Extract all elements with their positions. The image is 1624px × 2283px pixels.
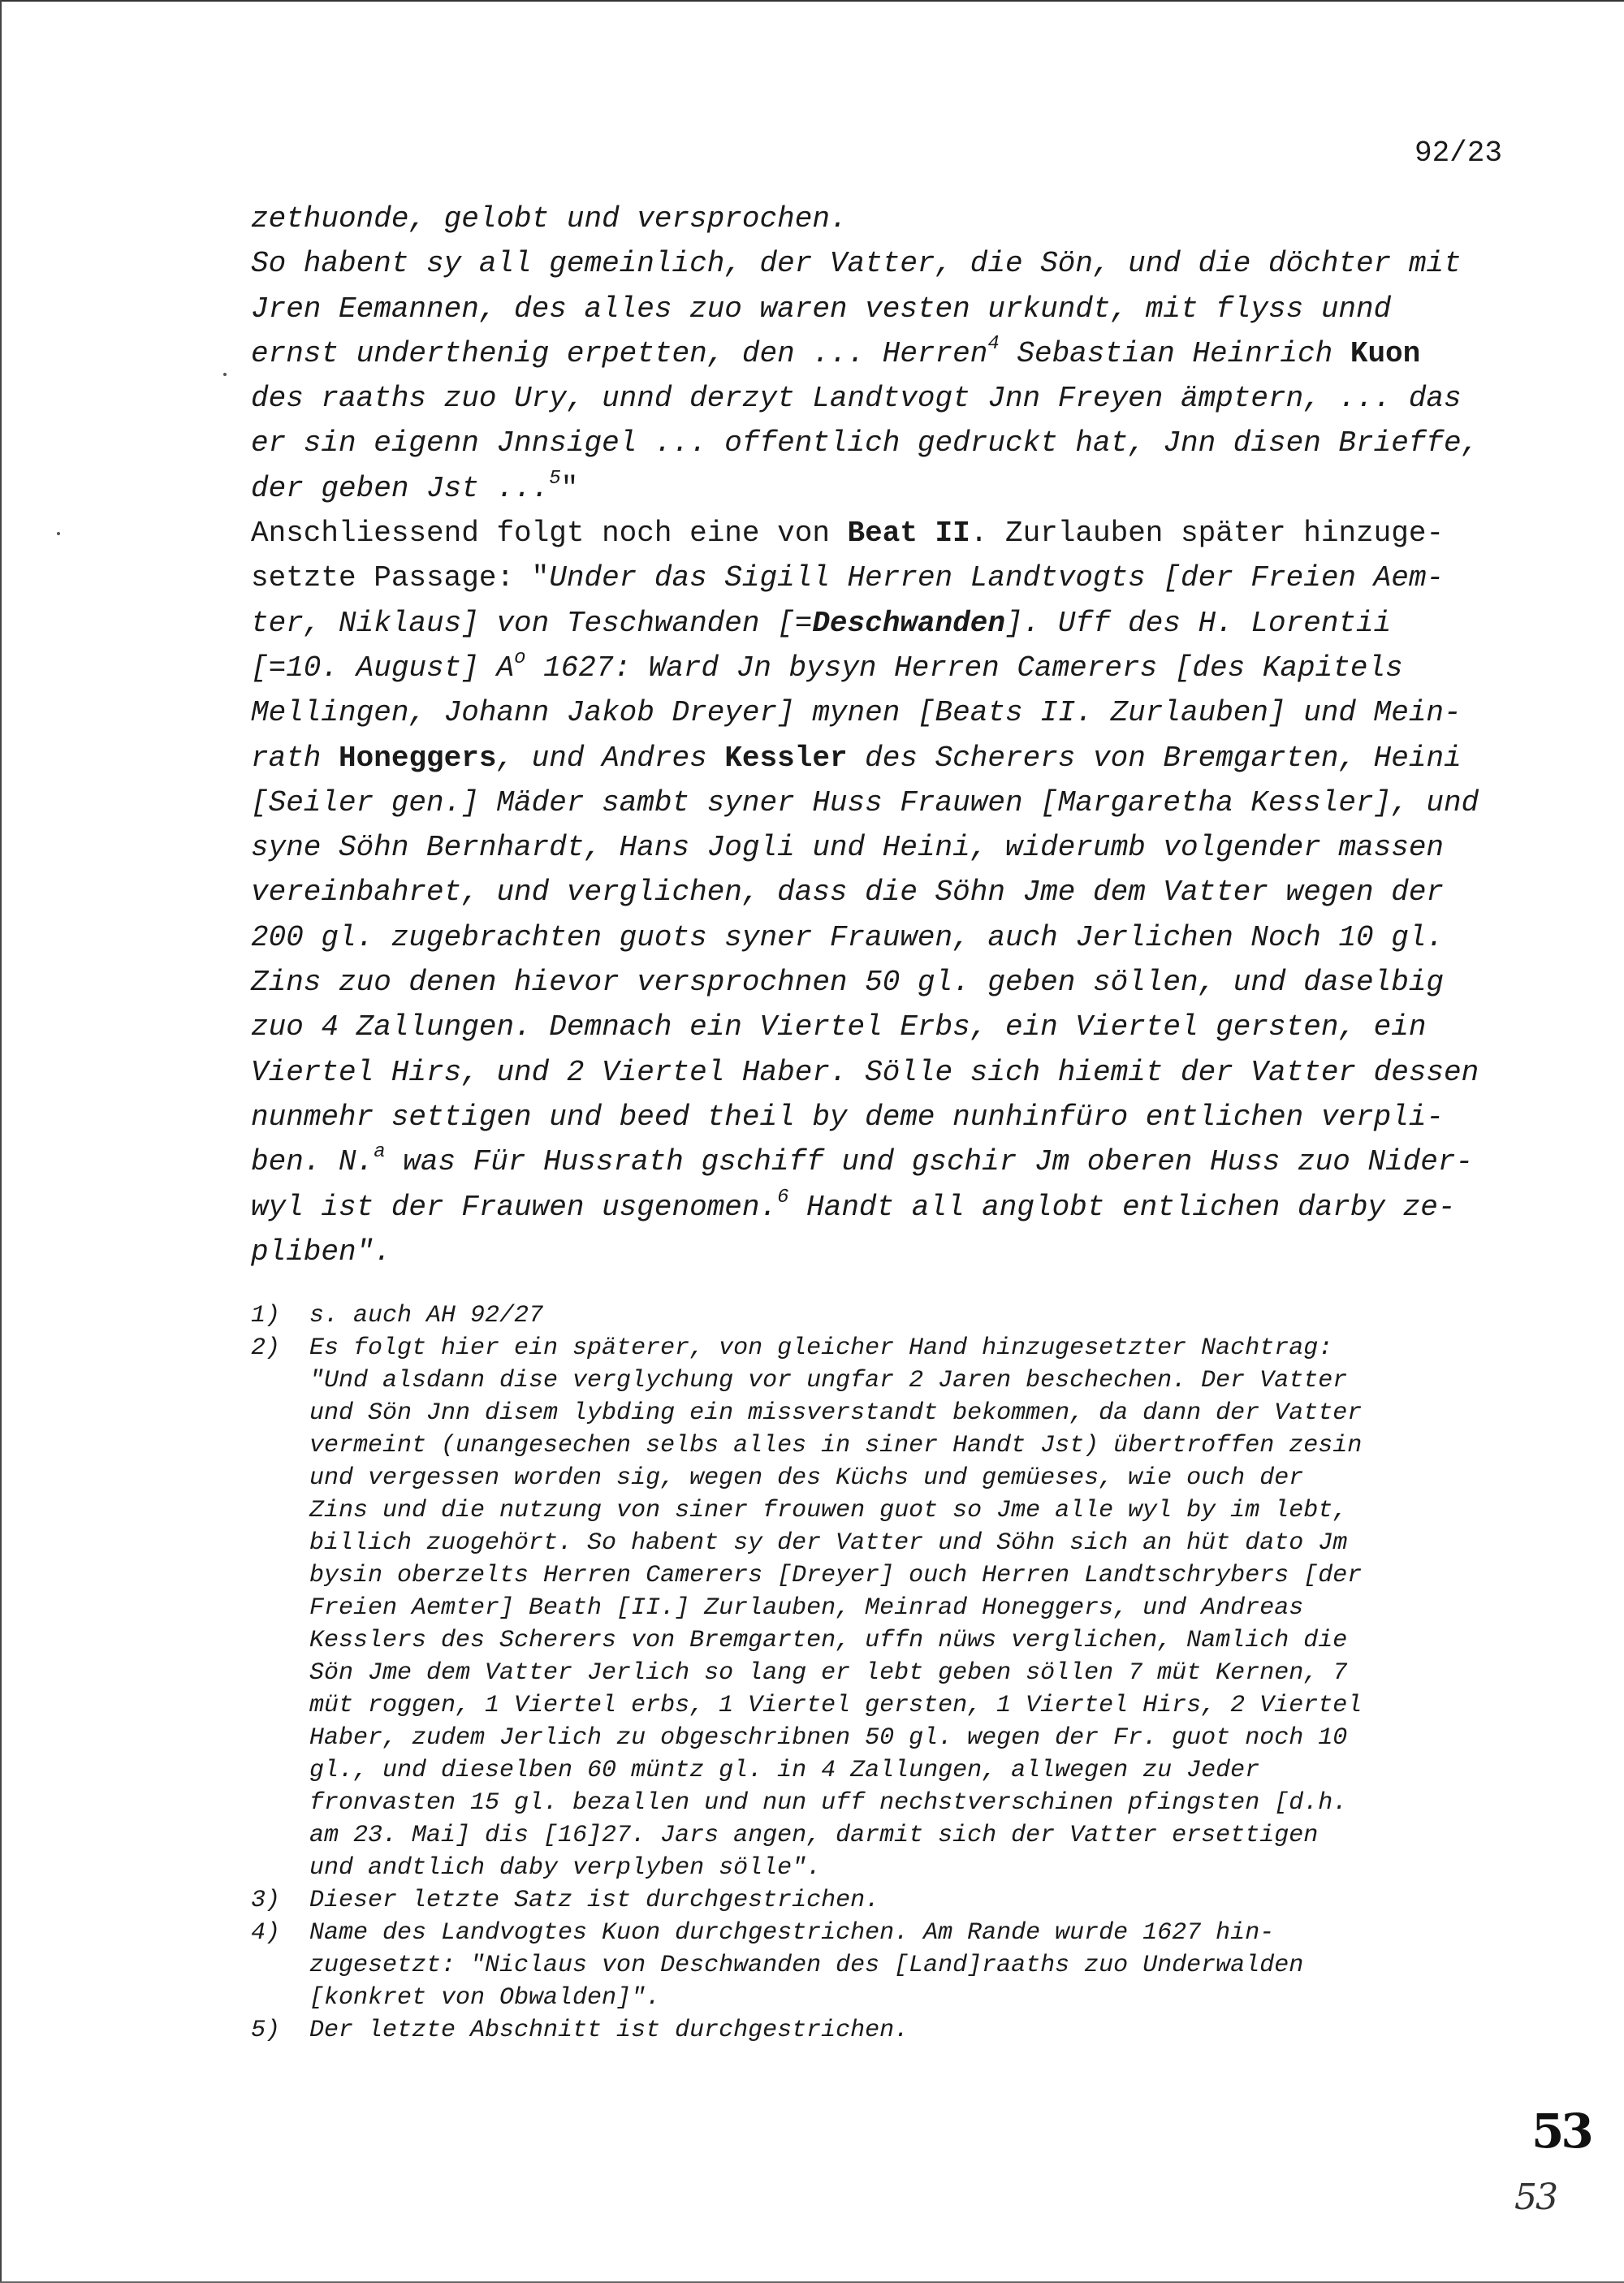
footnote-line: [konkret von Obwalden]". — [309, 1984, 661, 2012]
footnote-line: fronvasten 15 gl. bezallen und nun uff nechstverschinen pfingsten [d.h. — [309, 1789, 1348, 1817]
footnote-line: Es folgt hier ein späterer, von gleicher Hand hinzugesetzter Nachtrag: — [309, 1334, 1333, 1362]
footnote-ref: a — [374, 1141, 386, 1164]
footnote-line: Freien Aemter] Beath [II.] Zurlauben, Meinrad Honeggers, und Andreas — [309, 1594, 1304, 1622]
footnote-number: 5) — [251, 2017, 281, 2044]
scan-border-left — [0, 0, 2, 2283]
footnote-line: Haber, zudem Jerlich zu obgeschribnen 50 gl. wegen der Fr. guot noch 10 — [309, 1724, 1348, 1752]
text-line: So habent sy all gemeinlich, der Vatter, die Sön, und die döchter mit — [251, 247, 1462, 281]
main-text — [251, 197, 1518, 1274]
bold-name: Beat II — [847, 517, 970, 551]
footnote-line: gl., und dieselben 60 müntz gl. in 4 Zallungen, allwegen zu Jeder — [309, 1757, 1260, 1784]
footnote-line: Sön Jme dem Vatter Jerlich so lang er lebt geben söllen 7 müt Kernen, 7 — [309, 1659, 1348, 1687]
footnote-line: Dieser letzte Satz ist durchgestrichen. — [309, 1887, 880, 1914]
footnote-line: und Sön Jnn disem lybding ein missverstandt bekommen, da dann der Vatter — [309, 1399, 1363, 1427]
footnote-line: s. auch AH 92/27 — [309, 1302, 544, 1330]
bold-name: Deschwanden — [812, 606, 1005, 640]
text-line: ben. N.$^a$ was Für Hussrath gschiff und gschir Jm oberen Huss zuo Nider- — [251, 1141, 1474, 1179]
footnote-ref: 4 — [987, 332, 1000, 355]
footnote — [251, 1917, 1518, 2014]
text-line: ernst underthenig erpetten, den ... Herren$^4$ Sebastian Heinrich Kuon — [251, 332, 1421, 370]
footnote-ref: 5 — [549, 467, 561, 490]
text-line: Anschliessend folgt noch eine von Beat II. Zurlauben später hinzuge- — [251, 517, 1445, 551]
text-line: er sin eigenn Jnnsigel ... offentlich gedruckt hat, Jnn disen Brieffe, — [251, 426, 1479, 460]
text-line: [=10. August] $A^o$ 1627: Ward Jn bysyn Herren Camerers [des Kapitels — [251, 646, 1403, 685]
text-line: [Seiler gen.] Mäder sambt syner Huss Frauwen [Margaretha Kessler], und — [251, 785, 1479, 819]
text-line: setzte Passage: "Under das Sigill Herren Landtvogts [der Freien Aem- — [251, 561, 1445, 595]
footnote-line: und andtlich daby verplyben sölle". — [309, 1854, 822, 1882]
text-line: syne Söhn Bernhardt, Hans Jogli und Heini, widerumb volgender massen — [251, 831, 1445, 865]
footnote-line: bysin oberzelts Herren Camerers [Dreyer] ouch Herren Landtschrybers [der — [309, 1562, 1363, 1589]
footnote-number: 3) — [251, 1887, 281, 1914]
footnote — [251, 2014, 1518, 2047]
text-line: Zins zuo denen hievor versprochnen 50 gl. geben söllen, und daselbig — [251, 966, 1445, 1000]
handwritten-page-number-small: 53 — [1514, 2177, 1557, 2218]
footnote-line: "Und alsdann dise verglychung vor ungfar 2 Jaren beschechen. Der Vatter — [309, 1367, 1348, 1394]
footnote-number: 1) — [251, 1302, 281, 1330]
bold-name: Kuon — [1350, 336, 1421, 370]
footnote-line: billich zuogehört. So habent sy der Vatter und Söhn sich an hüt dato Jm — [309, 1529, 1348, 1557]
text-line: nunmehr settigen und beed theil by deme nunhinfüro entlichen verpli- — [251, 1100, 1445, 1134]
text-line: ter, Niklaus] von Teschwanden [=Deschwanden]. Uff des H. Lorentii — [251, 606, 1392, 640]
text-line: wyl ist der Frauwen usgenomen.$^6$ Handt all anglobt entlichen darby ze- — [251, 1186, 1456, 1224]
footnote-line: vermeint (unangesechen selbs alles in siner Handt Jst) übertroffen zesin — [309, 1432, 1363, 1459]
footnote-line: Zins und die nutzung von siner frouwen guot so Jme alle wyl by im lebt, — [309, 1497, 1348, 1524]
footnote-line: am 23. Mai] dis [16]27. Jars angen, darmit sich der Vatter ersettigen — [309, 1822, 1319, 1849]
scan-speck — [57, 532, 60, 535]
footnote — [251, 1884, 1518, 1917]
footnote-number: 4) — [251, 1919, 281, 1947]
text-line: Viertel Hirs, und 2 Viertel Haber. Sölle sich hiemit der Vatter dessen — [251, 1055, 1479, 1089]
footnote-line: Name des Landvogtes Kuon durchgestrichen. Am Rande wurde 1627 hin- — [309, 1919, 1275, 1947]
scan-speck — [223, 373, 227, 376]
footnote-line: müt roggen, 1 Viertel erbs, 1 Viertel gersten, 1 Viertel Hirs, 2 Viertel — [309, 1692, 1363, 1719]
text-line: zethuonde, gelobt und versprochen. — [251, 202, 848, 236]
handwritten-page-number: 53 — [1531, 2104, 1591, 2159]
footnote — [251, 1299, 1518, 1332]
text-line: pliben". — [251, 1234, 391, 1269]
bold-name: Honeggers — [339, 741, 497, 775]
footnote-ref: 6 — [777, 1186, 789, 1209]
bold-name: Kessler — [724, 741, 848, 775]
scan-border-top — [0, 0, 1624, 2]
text-line: Mellingen, Johann Jakob Dreyer] mynen [Beats II. Zurlauben] und Mein- — [251, 696, 1462, 730]
text-line: vereinbahret, und verglichen, dass die Söhn Jme dem Vatter wegen der — [251, 876, 1445, 910]
footnote-line: zugesetzt: "Niclaus von Deschwanden des [Land]raaths zuo Underwalden — [309, 1952, 1304, 1979]
footnote-line: Der letzte Abschnitt ist durchgestrichen. — [309, 2017, 909, 2044]
text-line: der geben Jst ...$^5$" — [251, 467, 579, 505]
text-line: rath Honeggers, und Andres Kessler des Scherers von Bremgarten, Heini — [251, 741, 1462, 775]
page-reference: 92/23 — [1414, 136, 1502, 170]
footnote-line: Kesslers des Scherers von Bremgarten, uffn nüws verglichen, Namlich die — [309, 1627, 1348, 1654]
superscript: o — [514, 646, 526, 669]
text-line: 200 gl. zugebrachten guots syner Frauwen, auch Jerlichen Noch 10 gl. — [251, 920, 1445, 954]
footnotes — [251, 1299, 1518, 2047]
footnote-number: 2) — [251, 1334, 281, 1362]
footnote — [251, 1332, 1518, 1884]
text-line: zuo 4 Zallungen. Demnach ein Viertel Erbs, ein Viertel gersten, ein — [251, 1010, 1427, 1044]
text-line: des raaths zuo Ury, unnd derzyt Landtvogt Jnn Freyen ämptern, ... das — [251, 382, 1462, 416]
footnote-line: und vergessen worden sig, wegen des Küchs und gemüeses, wie ouch der — [309, 1464, 1304, 1492]
text-line: Jren Eemannen, des alles zuo waren vesten urkundt, mit flyss unnd — [251, 292, 1392, 326]
